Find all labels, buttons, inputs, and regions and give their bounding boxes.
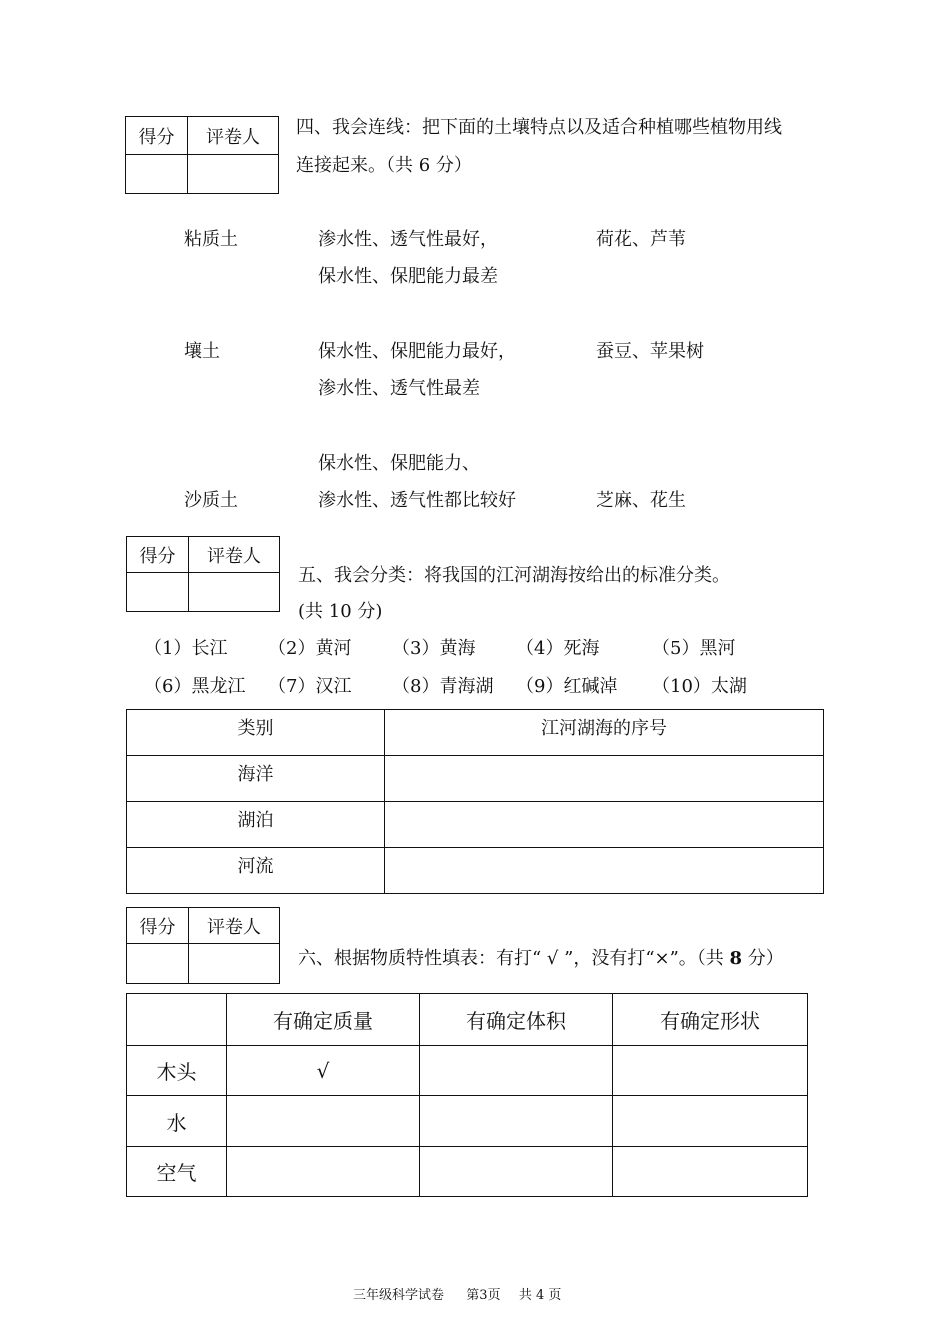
q6-title: 六、根据物质特性填表：有打“ √ ”，没有打“×”。（共 8 分） — [298, 948, 784, 969]
score-label: 得分 — [127, 908, 189, 944]
score-label: 得分 — [126, 117, 188, 155]
header-category: 类别 — [127, 710, 385, 756]
answer-cell[interactable] — [385, 756, 824, 802]
material-wood: 木头 — [127, 1046, 227, 1096]
grader-label: 评卷人 — [188, 117, 279, 155]
answer-cell[interactable] — [613, 1046, 808, 1096]
answer-cell[interactable] — [385, 802, 824, 848]
score-box — [125, 116, 279, 194]
feature-text[interactable]: 保水性、保肥能力最差 — [318, 266, 498, 287]
river-item: （7）汉江 — [268, 676, 352, 697]
grader-label: 评卷人 — [189, 908, 280, 944]
q5-title-line1: 五、我会分类：将我国的江河湖海按给出的标准分类。 — [298, 565, 730, 586]
answer-cell[interactable] — [227, 1096, 420, 1147]
score-label: 得分 — [127, 537, 189, 573]
q4-title-line1: 四、我会连线：把下面的土壤特点以及适合种植哪些植物用线 — [296, 117, 782, 138]
header-volume: 有确定体积 — [420, 994, 613, 1046]
page-footer — [353, 1284, 561, 1303]
classification-table — [126, 709, 824, 894]
category-ocean: 海洋 — [127, 756, 385, 802]
answer-cell[interactable] — [420, 1046, 613, 1096]
grader-cell[interactable] — [188, 155, 279, 194]
grader-cell[interactable] — [189, 573, 280, 612]
answer-cell[interactable] — [613, 1147, 808, 1197]
soil-item[interactable]: 粘质土 — [184, 229, 238, 250]
answer-cell[interactable] — [385, 848, 824, 894]
feature-text[interactable]: 保水性、保肥能力最好， — [318, 341, 516, 362]
score-box — [126, 536, 280, 612]
properties-table — [126, 993, 808, 1197]
river-item: （10）太湖 — [652, 676, 747, 697]
feature-text[interactable]: 渗水性、透气性最差 — [318, 378, 480, 399]
river-item: （4）死海 — [516, 638, 600, 659]
plant-item[interactable]: 荷花、芦苇 — [596, 229, 686, 250]
grader-cell[interactable] — [189, 944, 280, 984]
answer-cell[interactable] — [227, 1147, 420, 1197]
score-box — [126, 907, 280, 984]
header-shape: 有确定形状 — [613, 994, 808, 1046]
q5-title-line2: (共 10 分) — [298, 601, 383, 622]
header-mass: 有确定质量 — [227, 994, 420, 1046]
feature-text[interactable]: 渗水性、透气性最好， — [318, 229, 498, 250]
river-item: （8）青海湖 — [392, 676, 494, 697]
answer-cell[interactable] — [613, 1096, 808, 1147]
score-cell[interactable] — [126, 155, 188, 194]
feature-text[interactable]: 保水性、保肥能力、 — [318, 453, 480, 474]
score-cell[interactable] — [127, 573, 189, 612]
footer-page: 第3页 — [466, 1288, 501, 1303]
soil-item[interactable]: 沙质土 — [184, 490, 238, 511]
plant-item[interactable]: 蚕豆、苹果树 — [596, 341, 704, 362]
footer-subject: 三年级科学试卷 — [353, 1288, 445, 1303]
score-cell[interactable] — [127, 944, 189, 984]
plant-item[interactable]: 芝麻、花生 — [596, 490, 686, 511]
river-item: （2）黄河 — [268, 638, 352, 659]
soil-item[interactable]: 壤土 — [184, 341, 220, 362]
category-lake: 湖泊 — [127, 802, 385, 848]
feature-text[interactable]: 渗水性、透气性都比较好 — [318, 490, 516, 511]
footer-total: 共 4 页 — [518, 1288, 562, 1303]
river-item: （9）红碱淖 — [516, 676, 618, 697]
category-river: 河流 — [127, 848, 385, 894]
river-item: （1）长江 — [144, 638, 228, 659]
river-item: （6）黑龙江 — [144, 676, 246, 697]
material-air: 空气 — [127, 1147, 227, 1197]
river-item: （3）黄海 — [392, 638, 476, 659]
answer-cell[interactable] — [420, 1147, 613, 1197]
q4-title-line2: 连接起来。（共 6 分） — [296, 155, 472, 176]
grader-label: 评卷人 — [189, 537, 280, 573]
answer-cell[interactable]: √ — [227, 1046, 420, 1096]
corner-cell — [127, 994, 227, 1046]
river-item: （5）黑河 — [652, 638, 736, 659]
material-water: 水 — [127, 1096, 227, 1147]
header-numbers: 江河湖海的序号 — [385, 710, 824, 756]
answer-cell[interactable] — [420, 1096, 613, 1147]
